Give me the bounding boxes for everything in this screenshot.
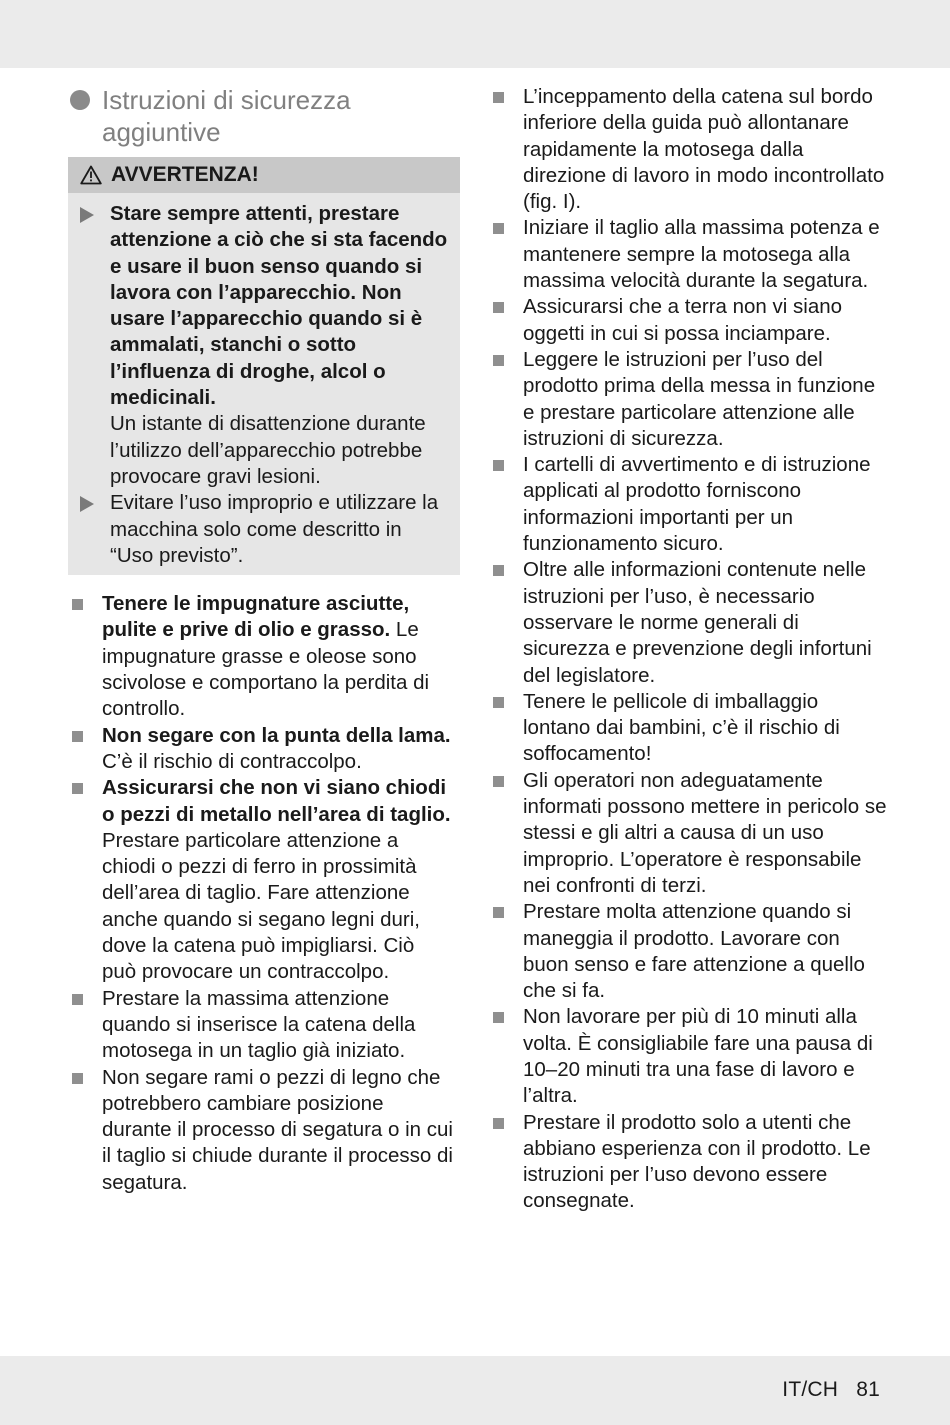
list-item-text: Oltre alle informazioni contenute nelle istruzioni per l’uso, è necessario osservare le norme generali di sicurezza e prevenzione degli infortuni del legislatore. [523,558,872,687]
list-item [489,84,889,215]
list-item [489,215,889,294]
list-item-text: Gli operatori non adeguatamente informati possono mettere in pericolo se stessi e gli altri a causa di un uso improprio. L’operatore è responsabile nei confronti di terzi. [523,768,887,897]
list-item-text: Prestare molta attenzione quando si maneggia il prodotto. Lavorare con buon senso e fare attenzione a quello che si fa. [523,900,865,1003]
square-bullet-icon [72,783,83,794]
list-item [489,689,889,768]
square-bullet-icon [493,1012,504,1023]
list-item [489,294,889,347]
square-bullet-icon [493,776,504,787]
warning-triangle-icon [80,165,102,185]
square-bullet-icon [493,355,504,366]
list-item [489,768,889,899]
page-footer [782,1378,880,1402]
list-item-bold: Assicurarsi che non vi siano chiodi o pezzi di metallo nell’area di taglio. [102,776,451,826]
page-number: 81 [856,1378,880,1401]
warning-item-bold: Stare sempre attenti, prestare attenzione a ciò che si sta facendo e usare il buon senso quando si lavora con l’apparecchio. Non usare l’apparecchio quando si è ammalati, stanchi o sotto l’influenza di droghe, alcol o medicinali. [110,202,448,410]
list-item-text: C’è il rischio di contraccolpo. [102,749,362,773]
warning-item-text: Un istante di disattenzione durante l’utilizzo dell’apparecchio potrebbe provocare gravi lesioni. [110,412,426,488]
list-item-text: Non lavorare per più di 10 minuti alla volta. È consigliabile fare una pausa di 10–20 minuti tra una fase di lavoro e l’altra. [523,1005,873,1108]
list-item-text: Prestare il prodotto solo a utenti che abbiano esperienza con il prodotto. Le istruzioni per l’uso devono essere consegnate. [523,1110,871,1213]
square-bullet-icon [493,697,504,708]
square-bullet-icon [72,599,83,610]
square-bullet-icon [493,1118,504,1129]
list-item [68,986,460,1065]
square-bullet-icon [493,460,504,471]
bullet-circle-icon [70,90,90,110]
section-heading [68,84,460,148]
list-item [489,1004,889,1109]
list-item [489,452,889,557]
list-item-bold: Tenere le impugnature asciutte, pulite e prive di olio e grasso. [102,592,410,642]
list-item-text: L’inceppamento della catena sul bordo inferiore della guida può allontanare rapidamente la motosega dalla direzione di lavoro in modo incontrollato (fig. I). [523,85,885,214]
arrow-right-icon [80,496,94,512]
list-item-text: I cartelli di avvertimento e di istruzione applicati al prodotto forniscono informazioni importanti per un funzionamento sicuro. [523,453,871,556]
square-bullet-icon [493,302,504,313]
list-item [489,557,889,688]
warning-item [68,193,460,490]
list-item-text: Non segare rami o pezzi di legno che potrebbero cambiare posizione durante il processo di segatura o in cui il taglio si chiude durante il processo di segatura. [102,1065,453,1194]
list-item [68,723,460,776]
section-title: Istruzioni di sicurezza aggiuntive [102,85,351,147]
square-bullet-icon [493,907,504,918]
list-item-bold: Non segare con la punta della lama. [102,723,451,747]
list-item [489,347,889,452]
locale-label: IT/CH [782,1378,839,1401]
square-bullet-icon [493,92,504,103]
warning-box [68,157,460,575]
list-item-text: Tenere le pellicole di imballaggio lontano dai bambini, c’è il rischio di soffocamento! [523,689,840,766]
list-item-text: Assicurarsi che a terra non vi siano oggetti in cui si possa inciampare. [523,295,843,345]
square-bullet-icon [493,565,504,576]
right-column [489,84,889,1215]
list-item [489,899,889,1004]
list-item-text: Le impugnature grasse e oleose sono scivolose e comportano la perdita di controllo. [102,618,430,721]
list-item [68,775,460,985]
list-item [68,1065,460,1196]
right-bullet-list [489,84,889,1215]
list-item-text: Prestare particolare attenzione a chiodi o pezzi di ferro in prossimità dell’area di taglio. Fare attenzione anche quando si segano legni duri, dove la catena può impigliarsi. Ciò può provocare un contraccolpo. [102,828,420,984]
square-bullet-icon [72,1073,83,1084]
left-bullet-list [68,591,460,1196]
list-item-text: Iniziare il taglio alla massima potenza e mantenere sempre la motosega alla massima velocità durante la segatura. [523,216,880,293]
top-band [0,0,950,68]
warning-item-text: Evitare l’uso improprio e utilizzare la macchina solo come descritto in “Uso previsto”. [110,491,439,567]
square-bullet-icon [493,223,504,234]
square-bullet-icon [72,731,83,742]
list-item [68,591,460,722]
list-item-text: Prestare la massima attenzione quando si inserisce la catena della motosega in un taglio già iniziato. [102,986,416,1063]
warning-item [68,490,460,569]
list-item [489,1110,889,1215]
warning-header [68,157,460,193]
left-column [68,84,460,1196]
arrow-right-icon [80,207,94,223]
square-bullet-icon [72,994,83,1005]
warning-title: AVVERTENZA! [111,163,259,186]
list-item-text: Leggere le istruzioni per l’uso del prodotto prima della messa in funzione e prestare particolare attenzione alle istruzioni di sicurezza. [523,347,876,450]
